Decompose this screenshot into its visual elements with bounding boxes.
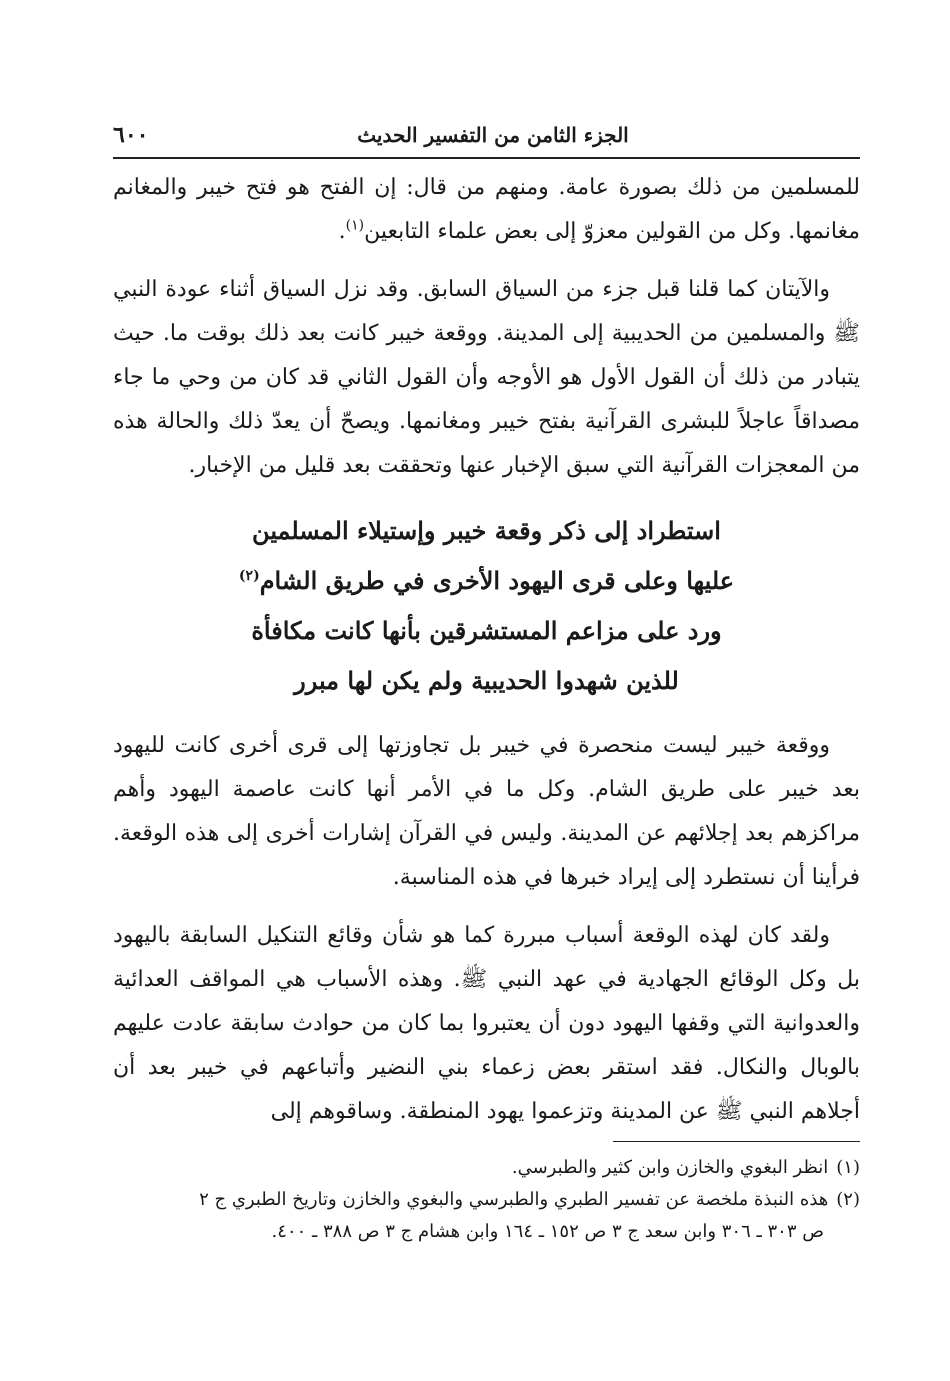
paragraph — [113, 166, 860, 254]
footnote-number: (٢) — [836, 1189, 860, 1210]
footnotes — [113, 1152, 860, 1248]
paragraph: والآيتان كما قلنا قبل جزء من السياق السابق. وقد نزل السياق أثناء عودة النبي ﷺ والمسلمين من الحديبية إلى المدينة. ووقعة خيبر كانت بعد ذلك بوقت ما. حيث يتبادر من ذلك أن القول الأول هو الأوجه وأن القول الثاني قد كان من وحي ما جاء مصداقاً عاجلاً للبشرى القرآنية بفتح خيبر ومغانمها. ويصحّ أن يعدّ ذلك والحالة هذه من المعجزات القرآنية التي سبق الإخبار عنها وتحققت بعد قليل من الإخبار. — [113, 277, 860, 478]
header-divider — [113, 157, 860, 159]
heading-line: ورد على مزاعم المستشرقين بأنها كانت مكافأة — [251, 616, 722, 645]
page-body — [113, 166, 860, 1148]
page-header — [113, 120, 860, 154]
paragraph-tail: . — [338, 219, 346, 244]
footnote-continuation: ص ٣٠٣ ـ ٣٠٦ وابن سعد ج ٣ ص ١٥٢ ـ ١٦٤ وابن هشام ج ٣ ص ٣٨٨ ـ ٤٠٠. — [271, 1221, 824, 1242]
running-title: الجزء الثامن من التفسير الحديث — [357, 123, 629, 147]
footnote-text: انظر البغوي والخازن وابن كثير والطبرسي. — [511, 1157, 829, 1178]
footnote-marker: (١) — [345, 217, 365, 234]
heading-line-text: عليها وعلى قرى اليهود الأخرى في طريق الشام — [259, 566, 735, 595]
heading-line — [113, 556, 860, 606]
page-number: ٦٠٠ — [113, 122, 149, 148]
paragraph: ووقعة خيبر ليست منحصرة في خيبر بل تجاوزتها إلى قرى أخرى كانت لليهود بعد خيبر على طريق الشام. وكل ما في الأمر أنها كانت عاصمة اليهود وأهم مراكزهم بعد إجلائهم عن المدينة. وليس في القرآن إشارات أخرى إلى هذه الوقعة. فرأينا أن نستطرد إلى إيراد خبرها في هذه المناسبة. — [113, 733, 860, 890]
paragraph-text: للمسلمين من ذلك بصورة عامة. ومنهم من قال: إن الفتح هو فتح خيبر والمغانم مغانمها. وكل من القولين معزوّ إلى بعض علماء التابعين — [113, 175, 860, 244]
heading-line: للذين شهدوا الحديبية ولم يكن لها مبرر — [294, 666, 679, 695]
heading-line: استطراد إلى ذكر وقعة خيبر وإستيلاء المسلمين — [252, 516, 721, 545]
footnote-number: (١) — [836, 1157, 860, 1178]
footnote — [113, 1152, 860, 1184]
footnote-text: هذه النبذة ملخصة عن تفسير الطبري والطبرسي والبغوي والخازن وتاريخ الطبري ج ٢ — [199, 1189, 829, 1210]
paragraph: ولقد كان لهذه الوقعة أسباب مبررة كما هو شأن وقائع التنكيل السابقة باليهود بل وكل الوقائع الجهادية في عهد النبي ﷺ. وهذه الأسباب هي المواقف العدائية والعدوانية التي وقفها اليهود دون أن يعتبروا بما كان من حوادث سابقة عادت عليهم بالوبال والنكال. فقد استقر بعض زعماء بني النضير وأتباعهم في خيبر بعد أن أجلاهم النبي ﷺ عن المدينة وتزعموا يهود المنطقة. وساقوهم إلى — [113, 923, 860, 1124]
section-heading — [113, 506, 860, 706]
footnote-divider — [613, 1141, 860, 1142]
footnote — [113, 1184, 860, 1216]
footnote-marker: (٢) — [238, 568, 260, 584]
